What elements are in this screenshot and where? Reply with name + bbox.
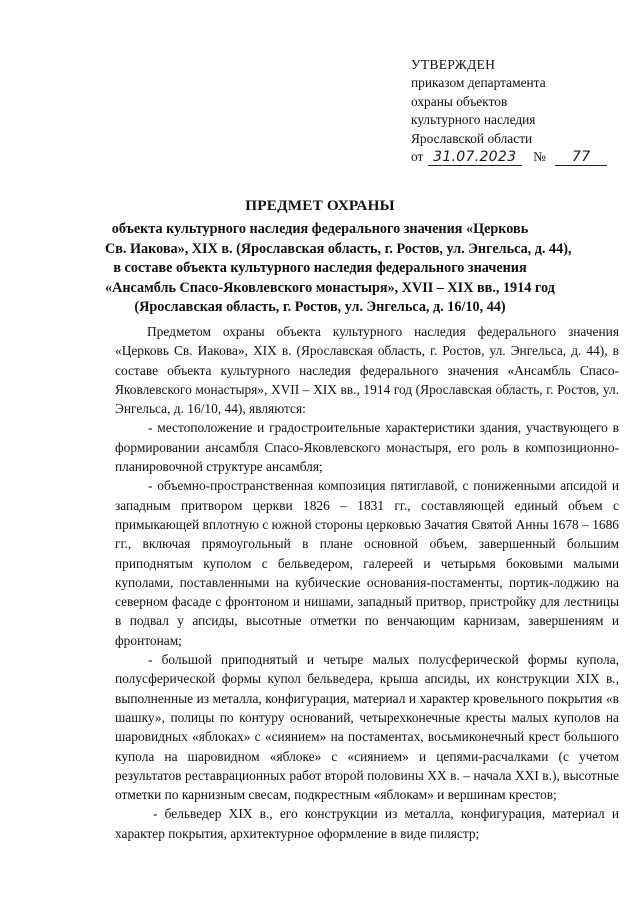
- title-subline: (Ярославская область, г. Ростов, ул. Энгельса, д. 16/10, 44): [134, 299, 506, 316]
- title-subline: объекта культурного наследия федерального значения «Церковь: [111, 221, 529, 237]
- handwritten-order-number: 77: [555, 150, 607, 166]
- document-title: [105, 196, 572, 318]
- date-prefix: от: [411, 149, 424, 165]
- approval-heading: УТВЕРЖДЕН: [411, 57, 496, 72]
- title-subline: Св. Иакова», XIX в. (Ярославская область, г. Ростов, ул. Энгельса, д. 44),: [105, 240, 572, 257]
- number-sign: №: [533, 149, 546, 165]
- title-main: ПРЕДМЕТ ОХРАНЫ: [245, 197, 395, 214]
- protection-item: - объемно-пространственная композиция пятиглавой, с пониженными апсидой и западным притвором церкви 1826 – 1831 гг., составляющей единый объем с примыкающей вплотную с южной стороны церковью Зачатия Святой Анны 1678 – 1686 гг., включая прямоугольный в плане основной объем, завершенный большим приподнятым куполом с бельведером, галереей и четырьмя боковыми малыми куполами, поставленными на кубические основания-постаменты, портик-лоджию на северном фасаде с фронтоном и нишами, западный притвор, пристройку для лестницы в подвал у апсиды, высотные отметки по венчающим карнизам, завершениям и фронтонам;: [115, 478, 619, 648]
- title-subline: в составе объекта культурного наследия федерального значения: [113, 260, 527, 277]
- approval-line: охраны объектов: [411, 93, 508, 109]
- intro-paragraph: Предметом охраны объекта культурного наследия федерального значения «Церковь Св. Иакова», XIX в. (Ярославская область, г. Ростов, ул. Энгельса, д. 44), в составе объекта культурного наследия федерального значения «Ансамбль Спасо-Яковлевского монастыря», XVII – XIX вв., 1914 год (Ярославская область, г. Ростов, ул. Энгельса, д. 16/10, 44), являются:: [115, 324, 619, 417]
- handwritten-date: 31.07.2023: [428, 150, 522, 166]
- approval-line: приказом департамента: [411, 75, 546, 91]
- approval-line: Ярославской области: [411, 130, 533, 146]
- title-subline: «Ансамбль Спасо-Яковлевского монастыря», XVII – XIX вв., 1914 год: [105, 279, 555, 296]
- protection-item: - местоположение и градостроительные характеристики здания, участвующего в формировании ансамбля Спасо-Яковлевского монастыря, его роль в композиционно-планировочной структуре ансамбля;: [115, 420, 619, 475]
- approval-date-number-line: [411, 148, 611, 166]
- document-body: [115, 322, 619, 843]
- protection-item: - большой приподнятый и четыре малых полусферической формы купола, полусферической формы купол бельведера, крыша апсиды, их конструкции XIX в., выполненные из металла, конфигурация, материал и характер кровельного покрытия «в шашку», полицы по контуру оснований, четырехконечные кресты малых куполов на шаровидных «яблоках» с «сиянием» на постаментах, восьмиконечный крест большого купола на шаровидном «яблоке» с «сиянием» и цепями-расчалками (с учетом результатов реставрационных работ второй половины XX в. – начала XXI в.), высотные отметки по карнизным свесам, подкрестным «яблокам» и вершинам крестов;: [115, 652, 619, 803]
- approval-block: [411, 56, 611, 166]
- protection-item: - бельведер XIX в., его конструкции из металла, конфигурация, материал и характер покрытия, архитектурное оформление в виде пилястр;: [115, 806, 619, 841]
- approval-line: культурного наследия: [411, 112, 536, 128]
